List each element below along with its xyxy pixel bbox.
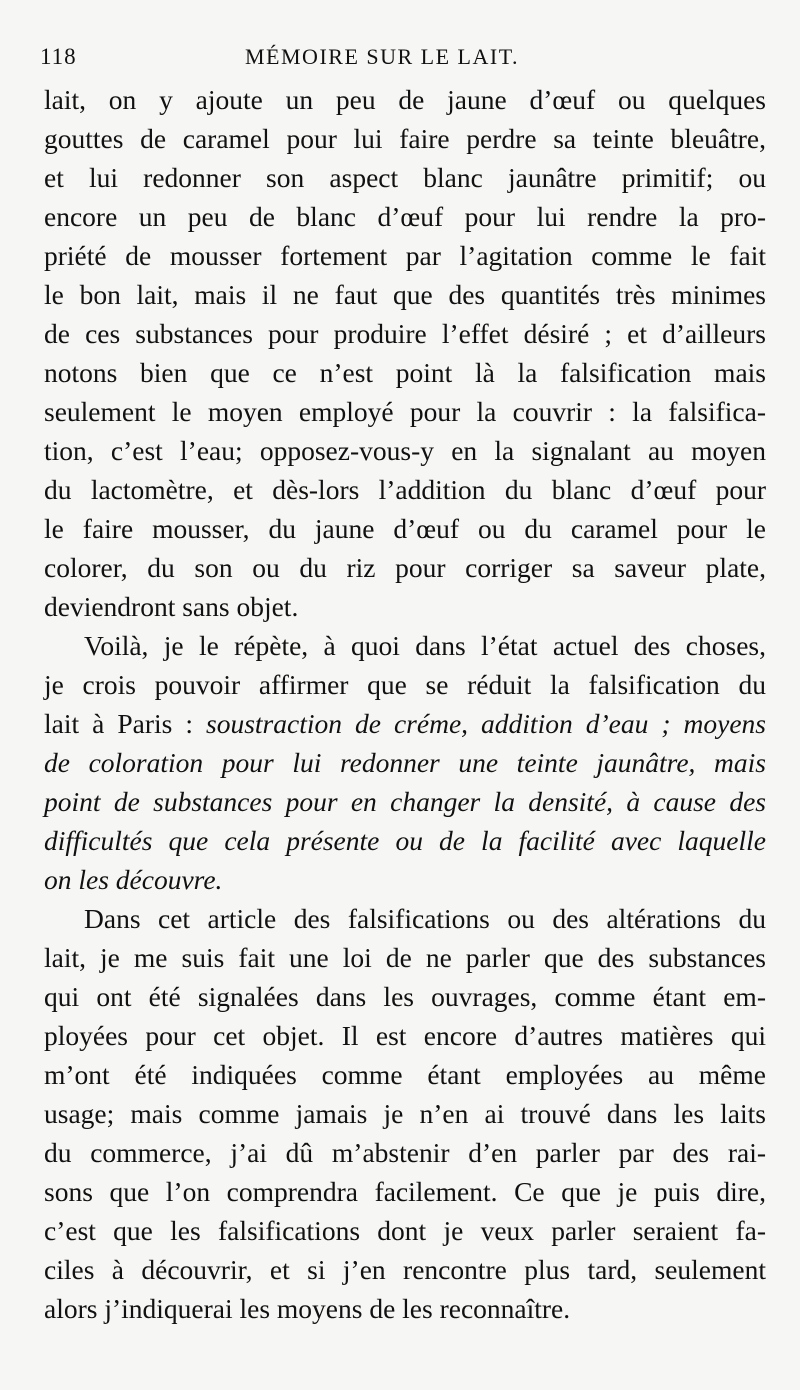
text-line-italic: difficultés que cela présente ou de la facilité avec laquelle [44,825,766,856]
text-line: tion, c’est l’eau; opposez-vous-y en la signalant au moyen [44,435,766,466]
text-line: encore un peu de blanc d’œuf pour lui rendre la pro- [44,201,766,232]
text-line: Dans cet article des falsifications ou des altérations du [84,903,766,934]
text-line: de ces substances pour produire l’effet désiré ; et d’ailleurs [44,318,766,349]
text-line: Voilà, je le répète, à quoi dans l’état actuel des choses, [84,630,766,661]
text-line: le bon lait, mais il ne faut que des quantités très minimes [44,279,766,310]
paragraph-3 [44,899,766,1328]
text-line: alors j’indiquerai les moyens de les reconnaître. [44,1293,571,1324]
text-line-italic: point de substances pour en changer la densité, à cause des [44,786,766,817]
body-text [44,80,766,1328]
text-italic: soustraction de créme, addition d’eau ; moyens [206,708,766,739]
text-line: qui ont été signalées dans les ouvrages, comme étant em- [44,981,766,1012]
text-line [44,704,766,743]
text-line: seulement le moyen employé pour la couvrir : la falsifica- [44,396,766,427]
text-line: c’est que les falsifications dont je veux parler seraient fa- [44,1215,766,1246]
paragraph-1 [44,80,766,626]
text-line: lait, on y ajoute un peu de jaune d’œuf ou quelques [44,84,766,115]
text-line: lait, je me suis fait une loi de ne parler que des substances [44,942,766,973]
text-roman: lait à Paris : [44,708,207,739]
text-line: ployées pour cet objet. Il est encore d’autres matières qui [44,1020,766,1051]
text-line: ciles à découvrir, et si j’en rencontre plus tard, seulement [44,1254,766,1285]
page-header [40,40,760,80]
text-line: le faire mousser, du jaune d’œuf ou du caramel pour le [44,513,766,544]
text-line-italic: de coloration pour lui redonner une teinte jaunâtre, mais [44,747,766,778]
text-line: je crois pouvoir affirmer que se réduit la falsification du [44,669,766,700]
running-head: MÉMOIRE SUR LE LAIT. [245,44,520,69]
text-line: m’ont été indiquées comme étant employées au même [44,1059,766,1090]
text-line: du commerce, j’ai dû m’abstenir d’en parler par des rai- [44,1137,766,1168]
text-line: et lui redonner son aspect blanc jaunâtre primitif; ou [44,162,766,193]
text-line: sons que l’on comprendra facilement. Ce que je puis dire, [44,1176,766,1207]
text-line: usage; mais comme jamais je n’en ai trouvé dans les laits [44,1098,766,1129]
text-line: deviendront sans objet. [44,591,299,622]
page-number: 118 [40,44,77,69]
text-line-italic: on les découvre. [44,864,223,895]
text-line: gouttes de caramel pour lui faire perdre sa teinte bleuâtre, [44,123,766,154]
paragraph-2 [44,626,766,899]
text-line: notons bien que ce n’est point là la falsification mais [44,357,766,388]
text-line: priété de mousser fortement par l’agitation comme le fait [44,240,766,271]
text-line: du lactomètre, et dès-lors l’addition du blanc d’œuf pour [44,474,766,505]
text-line: colorer, du son ou du riz pour corriger sa saveur plate, [44,552,766,583]
